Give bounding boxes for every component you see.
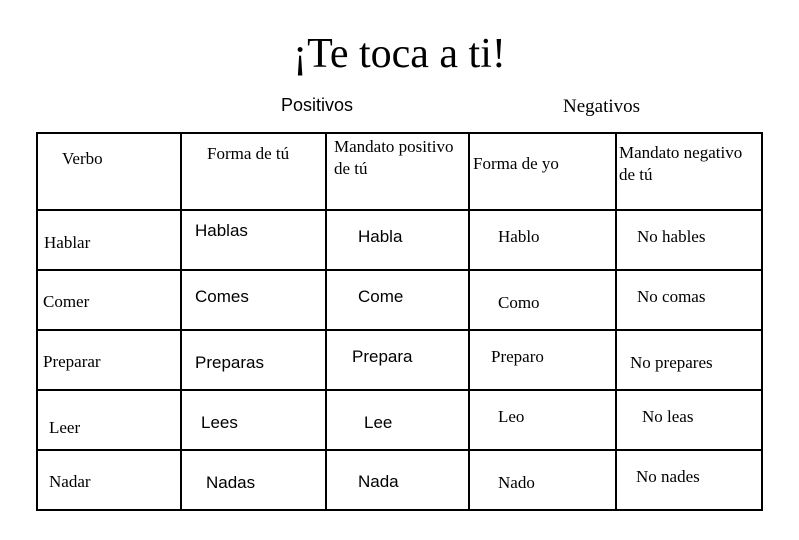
table-cell-verb: Comer: [43, 292, 90, 311]
row-divider: [36, 209, 763, 211]
table-cell-yo-form: Preparo: [491, 347, 544, 366]
row-divider: [36, 389, 763, 391]
header-yo-form: Forma de yo: [473, 154, 559, 173]
table-cell-positive-command: Nada: [358, 472, 399, 491]
row-divider: [36, 269, 763, 271]
row-divider: [36, 449, 763, 451]
column-divider: [468, 132, 470, 511]
header-positive-command: Mandato positivo de tú: [334, 137, 454, 178]
table-cell-positive-command: Lee: [364, 413, 393, 432]
table-cell-negative-command: No nades: [636, 467, 700, 486]
table-cell-negative-command: No comas: [637, 287, 706, 306]
negative-group-label: Negativos: [563, 96, 641, 117]
table-cell-verb: Nadar: [49, 472, 91, 491]
table-cell-tu-form: Hablas: [195, 221, 248, 240]
table-cell-positive-command: Habla: [358, 227, 403, 246]
table-cell-verb: Hablar: [44, 233, 91, 252]
column-divider: [325, 132, 327, 511]
table-cell-tu-form: Comes: [195, 287, 249, 306]
header-verb: Verbo: [62, 149, 103, 168]
table-cell-yo-form: Como: [498, 293, 540, 312]
conjugation-table: [36, 132, 763, 511]
table-cell-yo-form: Leo: [498, 407, 525, 426]
row-divider: [36, 329, 763, 331]
page-title: ¡Te toca a ti!: [293, 31, 506, 77]
table-cell-tu-form: Nadas: [206, 473, 256, 492]
table-cell-yo-form: Hablo: [498, 227, 540, 246]
header-tu-form: Forma de tú: [207, 144, 290, 163]
table-cell-tu-form: Lees: [201, 413, 238, 432]
positive-group-label: Positivos: [281, 95, 354, 115]
table-border: [36, 132, 763, 511]
table-cell-tu-form: Preparas: [195, 353, 264, 372]
table-cell-negative-command: No prepares: [630, 353, 713, 372]
table-cell-negative-command: No leas: [642, 407, 694, 426]
column-divider: [615, 132, 617, 511]
header-negative-command: Mandato negativo de tú: [619, 143, 743, 184]
table-cell-verb: Preparar: [43, 352, 101, 371]
table-cell-positive-command: Prepara: [352, 347, 413, 366]
table-cell-yo-form: Nado: [498, 473, 535, 492]
column-divider: [180, 132, 182, 511]
table-cell-verb: Leer: [49, 418, 81, 437]
table-cell-positive-command: Come: [358, 287, 404, 306]
table-cell-negative-command: No hables: [637, 227, 706, 246]
